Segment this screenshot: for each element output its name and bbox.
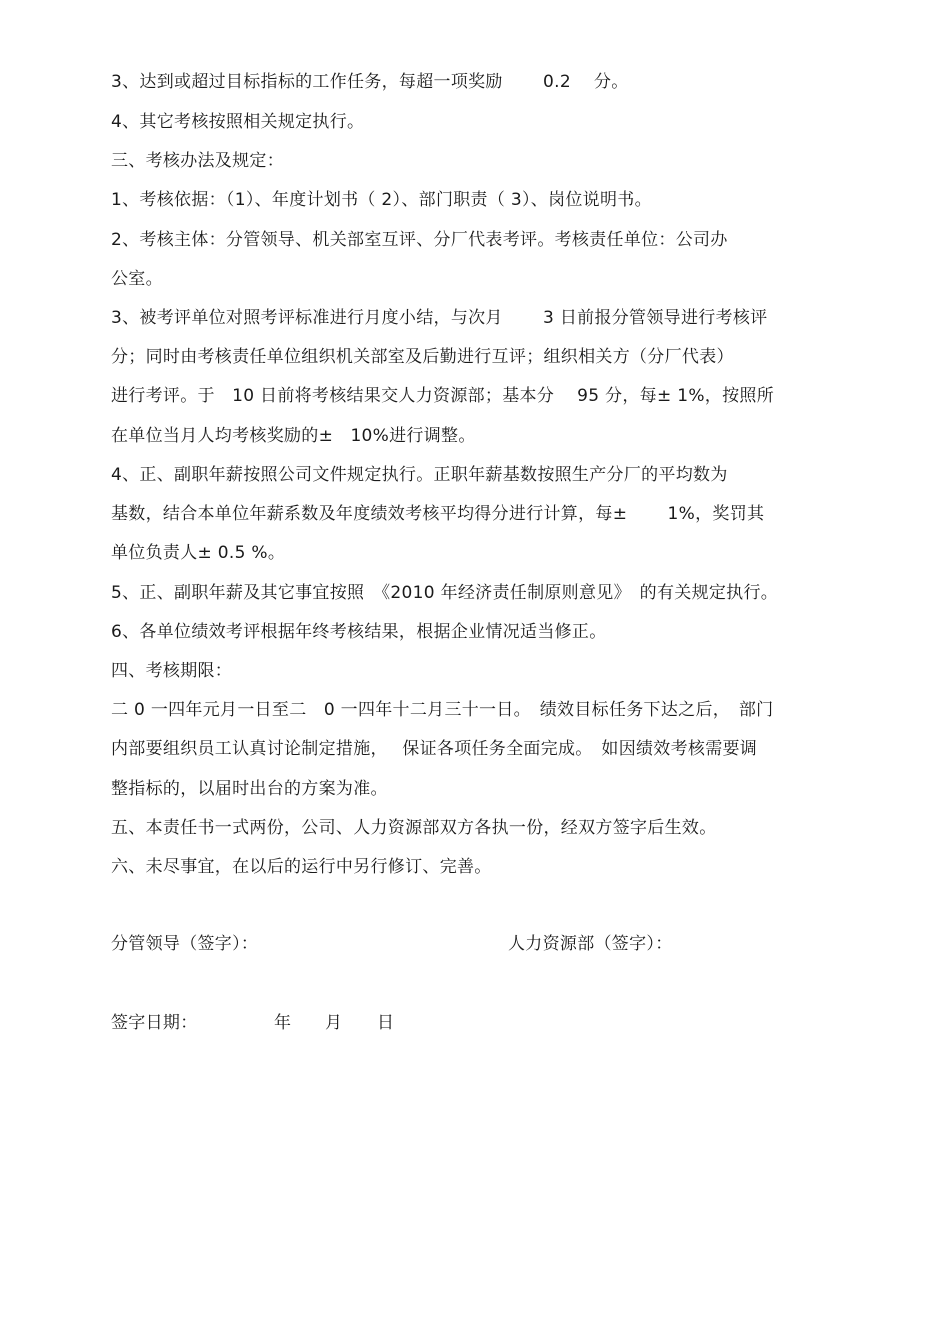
text-line: 内部要组织员工认真讨论制定措施， 保证各项任务全面完成。 如因绩效考核需要调 (111, 739, 758, 759)
text-line: 1、考核依据：（1）、年度计划书（ 2）、部门职责（ 3）、岗位说明书。 (111, 190, 652, 210)
text-line: 4、其它考核按照相关规定执行。 (111, 112, 365, 132)
text-line: 6、各单位绩效考评根据年终考核结果，根据企业情况适当修正。 (111, 622, 607, 642)
text-line: 单位负责人± 0.5 %。 (111, 543, 286, 563)
hr-signature-label: 人力资源部（签字）： (508, 934, 673, 954)
text-line: 4、正、副职年薪按照公司文件规定执行。正职年薪基数按照生产分厂的平均数为 (111, 465, 728, 485)
leader-signature-label: 分管领导（签字）： (111, 934, 259, 954)
date-day-label: 日 (377, 1013, 395, 1033)
section-heading: 五、本责任书一式两份，公司、人力资源部双方各执一份，经双方签字后生效。 (111, 818, 717, 838)
text-line: 5、正、副职年薪及其它事宜按照 《2010 年经济责任制原则意见》 的有关规定执行。 (111, 583, 779, 603)
signature-date-label: 签字日期： (111, 1013, 198, 1033)
text-line: 整指标的，以届时出台的方案为准。 (111, 779, 388, 799)
text-line: 公室。 (111, 269, 163, 289)
text-line: 在单位当月人均考核奖励的± 10%进行调整。 (111, 426, 476, 446)
section-heading: 四、考核期限： (111, 661, 233, 681)
section-heading: 三、考核办法及规定： (111, 151, 284, 171)
text-line: 2、考核主体：分管领导、机关部室互评、分厂代表考评。考核责任单位：公司办 (111, 230, 728, 250)
text-line: 3、达到或超过目标指标的工作任务，每超一项奖励 0.2 分。 (111, 72, 629, 92)
text-line: 二 0 一四年元月一日至二 0 一四年十二月三十一日。 绩效目标任务下达之后， 部门 (111, 700, 774, 720)
text-line: 3、被考评单位对照考评标准进行月度小结，与次月 3 日前报分管领导进行考核评 (111, 308, 768, 328)
date-year-label: 年 (274, 1013, 292, 1033)
text-line: 进行考评。于 10 日前将考核结果交人力资源部；基本分 95 分，每± 1%，按照所 (111, 386, 774, 406)
date-month-label: 月 (325, 1013, 343, 1033)
text-line: 分；同时由考核责任单位组织机关部室及后勤进行互评；组织相关方（分厂代表） (111, 347, 734, 367)
text-line: 基数，结合本单位年薪系数及年度绩效考核平均得分进行计算，每± 1%，奖罚其 (111, 504, 765, 524)
section-heading: 六、未尽事宜，在以后的运行中另行修订、完善。 (111, 857, 492, 877)
